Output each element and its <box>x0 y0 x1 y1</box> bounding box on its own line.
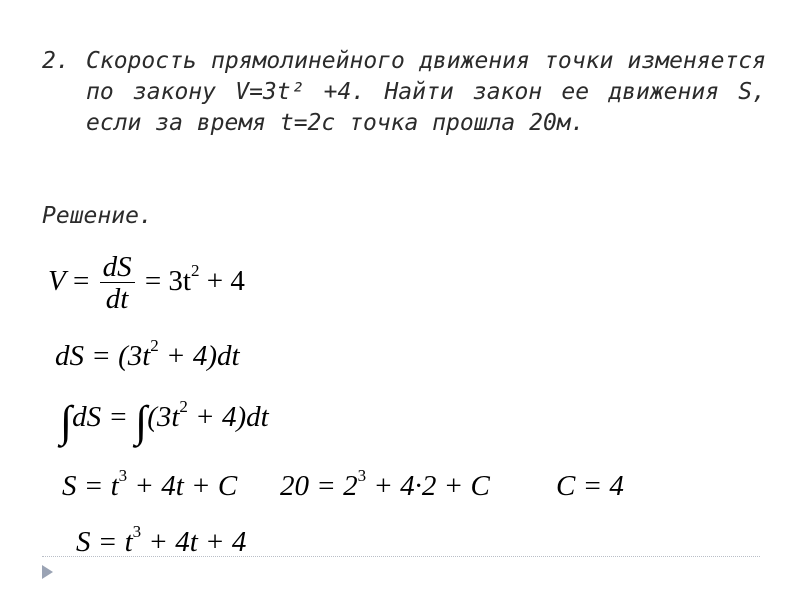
equation-initial-condition <box>280 466 490 503</box>
equation-constant <box>556 470 624 503</box>
equation-final-answer <box>76 522 247 559</box>
problem-number: 2. <box>42 48 70 74</box>
eq4a-exponent: 3 <box>118 466 128 485</box>
eq1-numerator: dS <box>100 252 135 283</box>
eq4a-part-a: S = t <box>62 470 119 502</box>
eq4b-part-a: 20 = 2 <box>280 470 358 502</box>
equation-differential <box>55 336 240 373</box>
eq5-part-a: S = t <box>76 526 133 558</box>
eq5-exponent: 3 <box>132 522 142 541</box>
equation-velocity <box>48 252 245 315</box>
equation-general-solution <box>62 466 238 503</box>
eq1-lhs: V <box>48 265 66 298</box>
problem-statement <box>42 46 766 139</box>
eq3-exponent: 2 <box>179 397 188 416</box>
eq3-part-b: (3t <box>147 401 180 433</box>
eq1-denominator: dt <box>105 283 129 315</box>
eq2-part-b: + 4)dt <box>158 340 240 372</box>
eq3-part-c: + 4)dt <box>187 401 269 433</box>
eq1-rhs: = 3t <box>144 265 191 298</box>
eq1-equals: = <box>72 265 90 298</box>
eq4b-exponent: 3 <box>357 466 367 485</box>
eq1-rhs-tail: + 4 <box>199 265 245 298</box>
eq4b-part-b: + 4·2 + C <box>366 470 490 502</box>
eq4a-part-b: + 4t + C <box>127 470 238 502</box>
eq5-part-b: + 4t + 4 <box>141 526 247 558</box>
integral-sign-right: ∫ <box>135 397 148 446</box>
problem-text: Скорость прямолинейного движения точки изменяется по закону V=3t² +4. Найти закон ее движения S, если за время t=2с точка прошла 20м. <box>86 48 766 136</box>
eq1-fraction <box>100 252 135 315</box>
equation-integral <box>60 396 269 447</box>
eq2-exponent: 2 <box>150 336 159 355</box>
integral-sign-left: ∫ <box>60 397 73 446</box>
eq4c-text: C = 4 <box>556 470 624 502</box>
eq1-rhs-exponent: 2 <box>191 261 200 281</box>
footer-divider <box>42 556 760 557</box>
eq3-part-a: dS = <box>72 401 136 433</box>
triangle-right-icon <box>42 565 53 579</box>
solution-heading: Решение. <box>42 203 153 229</box>
eq2-part-a: dS = (3t <box>55 340 151 372</box>
